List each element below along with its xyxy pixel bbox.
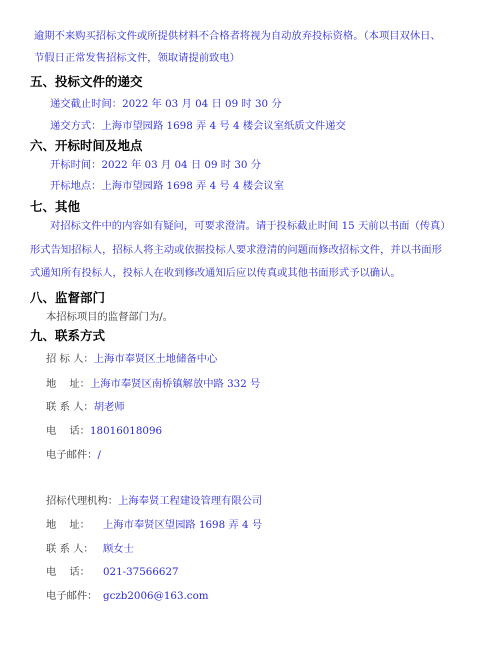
agent-name: 上海奉贤工程建设管理有限公司 bbox=[118, 495, 263, 507]
opening-time: 开标时间：2022 年 03 月 04 日 09 时 30 分 bbox=[50, 159, 262, 171]
section-7-heading: 七、其他 bbox=[30, 199, 81, 214]
other-line-1: 对招标文件中的内容如有疑问，可要求澄清。请于投标截止时间 15 天前以书面（传真） bbox=[50, 220, 451, 232]
tenderer-contact: 胡老师 bbox=[93, 401, 125, 413]
agent-name-label: 招标代理机构： bbox=[46, 495, 119, 507]
section-5-heading: 五、投标文件的递交 bbox=[30, 74, 143, 89]
submission-method: 递交方式：上海市望园路 1698 弄 4 号 4 楼会议室纸质文件递交 bbox=[50, 120, 346, 132]
agent-phone-label: 电 话： bbox=[46, 566, 90, 578]
tenderer-name-label: 招 标 人： bbox=[46, 353, 94, 365]
submission-deadline: 递交截止时间：2022 年 03 月 04 日 09 时 30 分 bbox=[50, 98, 282, 110]
section-8-heading: 八、监督部门 bbox=[30, 290, 106, 305]
section-9-heading: 九、联系方式 bbox=[30, 328, 106, 343]
agent-contact-label: 联 系 人： bbox=[46, 543, 94, 555]
intro-line-2: 节假日正常发售招标文件，领取请提前致电） bbox=[34, 52, 240, 64]
tenderer-email-label: 电子邮件： bbox=[46, 449, 98, 461]
agent-email: gczb2006@163.com bbox=[103, 590, 209, 602]
other-line-2: 形式告知招标人，招标人将主动或依据投标人要求澄清的问题而修改招标文件，并以书面形 bbox=[30, 244, 442, 256]
tenderer-phone-label: 电 话： bbox=[46, 425, 90, 437]
tenderer-email: / bbox=[97, 449, 101, 461]
tenderer-phone-row bbox=[46, 424, 162, 438]
tenderer-address: 上海市奉贤区南桥镇解放中路 332 号 bbox=[89, 378, 261, 390]
tenderer-email-row bbox=[46, 448, 101, 462]
tenderer-phone: 18016018096 bbox=[89, 425, 163, 437]
opening-place: 开标地点：上海市望园路 1698 弄 4 号 4 楼会议室 bbox=[50, 180, 284, 192]
other-line-3: 式通知所有投标人，投标人在收到修改通知后应以传真或其他书面形式予以确认。 bbox=[30, 267, 401, 279]
tenderer-name-row bbox=[46, 352, 217, 366]
agent-name-row bbox=[46, 494, 262, 508]
agent-email-label: 电子邮件： bbox=[46, 590, 98, 602]
tenderer-name: 上海市奉贤区土地储备中心 bbox=[93, 353, 218, 365]
agent-address: 上海市奉贤区望园路 1698 弄 4 号 bbox=[103, 519, 263, 531]
tenderer-contact-row bbox=[46, 400, 125, 414]
tenderer-address-label: 地 址： bbox=[46, 378, 90, 390]
agent-phone: 021-37566627 bbox=[103, 566, 179, 578]
agent-contact-row bbox=[46, 542, 134, 556]
agent-contact: 顾女士 bbox=[103, 543, 134, 555]
agent-address-row bbox=[46, 518, 262, 532]
agent-phone-row bbox=[46, 565, 179, 579]
tenderer-contact-label: 联 系 人： bbox=[46, 401, 94, 413]
agent-email-row bbox=[46, 589, 209, 603]
agent-address-label: 地 址： bbox=[46, 519, 90, 531]
section-6-heading: 六、开标时间及地点 bbox=[30, 138, 143, 153]
intro-line-1: 逾期不来购买招标文件或所提供材料不合格者将视为自动放弃投标资格。（本项目双休日、 bbox=[34, 30, 441, 42]
tenderer-address-row bbox=[46, 377, 260, 391]
supervision-text: 本招标项目的监督部门为/。 bbox=[46, 311, 174, 323]
